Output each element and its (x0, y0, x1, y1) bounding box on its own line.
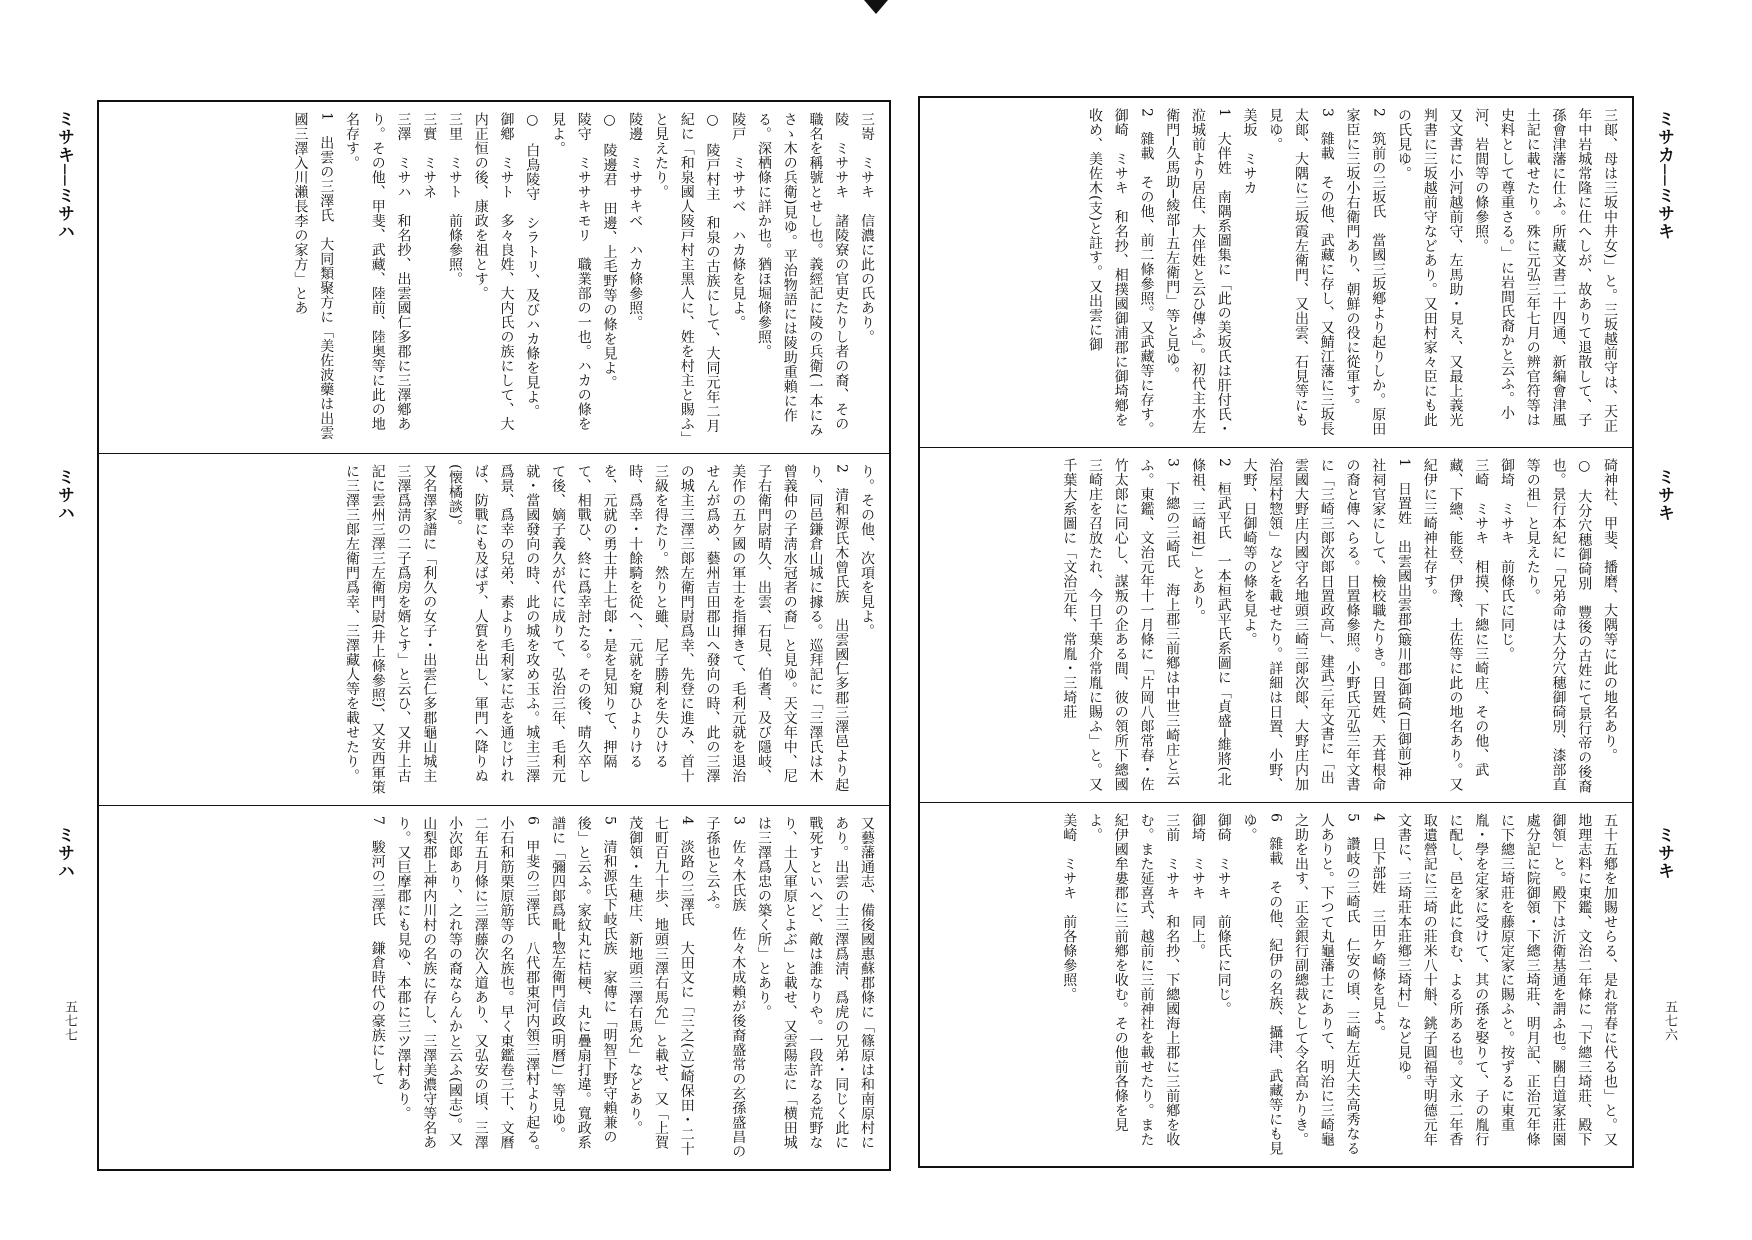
left-lower-tier-text: 又藝藩通志、備後國惠蘇郡條に「篠原は和南原村にあり。出雲の士三澤爲淸、爲虎の兄弟・同じく此に戰死すといへど、敵は誰なりや。一段許なる荒野なり、土人軍原とよぶ」と載せ、又雲陽志に「横田城は三澤爲忠の築く所」とあり。 3 佐々木氏族 佐々木成賴が後裔盛常の玄孫盛昌の子孫也と云ふ。 4 淡路の三澤氏 大田文に「三之(立)崎保田・二十七町百九十歩、地頭三澤右馬允」と載せ、又「上賀茂御領・生穂庄、新地頭三澤右馬允」などあり。 5 清和源氏下岐氏族 家傳に「明智下野守賴兼の後」と云ふ。家紋丸に桔梗、丸に疊扇打違。寬政系譜に「彌四郞爲毗─惣左衛門信政(明曆)」等見ゆ。 6 甲斐の三澤氏 八代郡東河内領三澤村より起る。小石和筋栗原筋等の名族也。早く東鑑卷三十、文曆二年五月條に三澤藤次入道あり、又弘安の頃、三澤小次郞あり、之れ等の裔ならんかと云ふ(國志)。又山梨郡上神内川村の名族に存し、三澤美濃守等名あり。又巨摩郡にも見ゆ、本郡に三ツ澤村あり。 7 駿河の三澤氏 鎌倉時代の豪族にして (369, 816, 875, 1159)
left-running-head-top: ミサキ──ミサハ (54, 110, 74, 241)
right-upper-tier-text: 三郞、母は三坂中井女)」と。三坂越前守は、天正年中岩城常隆に仕へしが、故ありて退散して、子孫會津藩に仕ふ。所藏文書二十四通、新編會津風土記に載せたり。殊に元弘三年七月の辨官符等は史料として尊重さる。」に岩間氏裔かと云ふ。小河、岩間等の條參照。 又文書に小河越前守、左馬助・見え、又最上義光判書に三坂越前守などあり。又田村家々臣にも此の氏見ゆ。 2 筑前の三坂氏 當國三坂鄕より起りしか。原田家臣に三坂小右衛門あり、朝鮮の役に從軍す。 3 雜載 その他、武藏に存し、又鯖江藩に三坂長太郞、大隅に三坂霞左衛門、又出雲、石見等にも見ゆ。 美坂 ミサカ 1 大伴姓 南隅系圖集に「此の美坂氏は肝付氏・涖城前より居住、大伴姓と云ひ傳ふ」。初代主水左衛門─久馬助─綾部─五左衛門」等と見ゆ。 2 雜載 その他、前二條參照。又武藏等に存す。 御崎 ミサキ 和名抄、相撲國御浦郡に御埼鄕を收め、美佐木(支)と註す。又出雲に御 (1087, 108, 1618, 437)
right-upper-tier (920, 98, 1632, 448)
right-page-frame (918, 96, 1634, 1168)
right-middle-tier (920, 448, 1632, 803)
right-running-head-top: ミサカ──ミサキ (1654, 110, 1674, 241)
right-running-head-bottom: ミサキ (1654, 826, 1674, 880)
left-middle-tier (99, 454, 889, 806)
left-middle-tier-text: り。その他、次項を見よ。 2 清和源氏木曾氏族 出雲國仁多郡三澤邑より起り、同邑鎌倉山城に據る。巡拜記に「三澤氏は木曾義仲の子淸水冠者の裔」と見ゆ。天文年中、尼子右衛門尉晴久、出雲、石見、伯耆、及び隱岐、美作の五ケ國の軍士を指揮きて、毛利元就を退治せんが爲め、藝州吉田郡山へ發向の時、此の三澤の城主三澤三郞左衛門尉爲幸、先登に進み、首十三級を得たり。然りと雖、尼子勝利を失ひける時、爲幸・十餘騎を從へ、元就を窺ひよりけるを、元就の勇士井上七郞・是を見知りて、押隔て、相戰ひ、終に爲幸討たる。その後、晴久卒して後、嫡子義久が代に成りて、弘治三年、毛利元就・當國發向の時、此の城を攻め玉ふ。城主三澤爲景、爲幸の兒弟、素より毛利家に志を通じければ、防戰にも及ばず、人質を出し、軍門へ降りぬ(懐橘談)。 又名澤家譜に「利久の女子・出雲仁多郡龜山城主三澤爲淸の二子爲房を婿とす」と云ひ、又井上古記に雲州三澤三左衛門尉(井上條參照)、又安西軍策に三澤三郞左衛門爲幸、三澤藏人等を載せたり。 (344, 464, 875, 795)
right-middle-tier-text: 碕神社、甲斐、播磨、大隅等に此の地名あり。 ○ 大分穴穗御碕別 豐後の古姓にて景行帝の後裔也。景行本紀に「兄弟命は大分穴穗御碕別、漆部直等の祖」と見えたり。 御埼 ミサキ 前條氏に同じ。 三崎 ミサキ 相摸、下總に三崎庄、その他、武藏、下總、能登、伊豫、土佐等に此の地名あり。又紀伊に三崎神社存す。 1 日置姓 出雲國出雲郡(簸川郡)御碕(日御前)神社祠官家にして、檢校職たりき。日置姓、天葺根命の裔と傳へらる。日置條參照。小野氏元弘三年文書に「三崎三郞次郞日置政高」、建武三年文書に「出雲國大野庄内國守名地頭三崎三郞次郞、大野庄内加治屋村惣領」などを載せたり。詳細は日置、小野、大野、日御崎等の條を見よ。 2 桓武平氏 一本桓武平氏系圖に「貞盛─維將(北條祖、三崎祖)」とあり。 3 下總の三崎氏 海上郡三前鄕は中世三崎庄と云ふ。東鑑、文治元年十一月條に「片岡八郞常春・佐竹太郞に同心し、謀叛の企ある間、彼の領所下總國三崎庄を召放たれ、今日千葉介常胤に賜ふ」と。又千葉大系圖に「文治元年、常胤・三埼莊 (1061, 458, 1618, 794)
right-folio: 五七六 (1662, 1000, 1677, 1042)
left-running-head-bottom: ミサハ (54, 826, 74, 880)
right-lower-tier (920, 803, 1632, 1165)
left-upper-tier-text: 三㟢 ミサキ 信濃に此の氏あり。 陵 ミササキ 諸陵寮の官吏たりし者の裔、その職名を稱號とせし也。義經記に陵の兵衛(一本にみさゝ木の兵衛)見ゆ。平治物語には陵助重賴に作る。深栖條に詳か也。猶ほ堀條參照。 陵戸 ミササベ ハカ條を見よ。 ○ 陵戸村主 和泉の古族にして、大同元年二月紀に「和泉國人陵戸村主黑人に、姓を村主と賜ふ」と見えたり。 陵邊 ミササキベ ハカ條參照。 ○ 陵邊君 田邊、上毛野等の條を見よ。 陵守 ミササキモリ 職業部の一也。ハカの條を見よ。 ○ 白鳥陵守 シラトリ、及びハカ條を見よ。 御鄕 ミサト 多々良姓、大内氏の族にして、大内正恒の後、康政を祖とす。 三里 ミサト 前條參照。 三實 ミサネ 三澤 ミサハ 和名抄、出雲國仁多郡に三澤鄕あり。その他、甲斐、武藏、陸前、陸奥等に此の地名存す。 1 出雲の三澤氏 大同類聚方に「美佐波藥は出雲國三澤入川瀨長李の家方」とあ (292, 112, 875, 441)
binding-mark (864, 0, 888, 14)
right-running-head-middle: ミサキ (1654, 468, 1674, 522)
right-lower-tier-text: 五十五鄕を加賜せらる、是れ常春に代る也」と。又地理志料に東鑑、文治二年條に「下總三埼莊、殿下御領」と。殿下は沂衛基通を謂ふ也。關白道家莊園處分記に院御領・下總三埼莊、明月記、正治元年條に下總三埼莊を藤原定家に賜ふと。按ずるに東重胤・學を定家に受けて、其の孫を娶りて、子の胤行に配し、邑を此に食む、よる所ある也。文永二年香取遺營記に三埼の莊米八十斛、銚子圓福寺明德元年文書に、三埼莊本莊鄕三埼村」など見ゆ。 4 日下部姓 三田ケ崎條を見よ。 5 讚岐の三崎氏 仁安の頃、三崎左近大夫高秀なる人ありと。下つて丸龜藩士にありて、明治に三崎龜之助を出す、正金銀行副總裁として令名高かりき。 6 雜載 その他、紀伊の名族、攝津、武藏等にも見ゆ。 御碕 ミサキ 前條氏に同じ。 御埼 ミサキ 同上。 三前 ミサキ 和名抄、下總國海上郡に三前鄕を收む。また延喜式、越前に三前神社を載せたり。また紀伊國牟婁郡に三前鄕を收む。その他前各條を見よ。 美崎 ミサキ 前各條參照。 (1061, 813, 1618, 1156)
left-page-frame (97, 100, 891, 1171)
left-folio: 五七七 (62, 1000, 77, 1042)
left-upper-tier (99, 102, 889, 454)
left-running-head-middle: ミサハ (54, 468, 74, 522)
left-lower-tier (99, 806, 889, 1168)
